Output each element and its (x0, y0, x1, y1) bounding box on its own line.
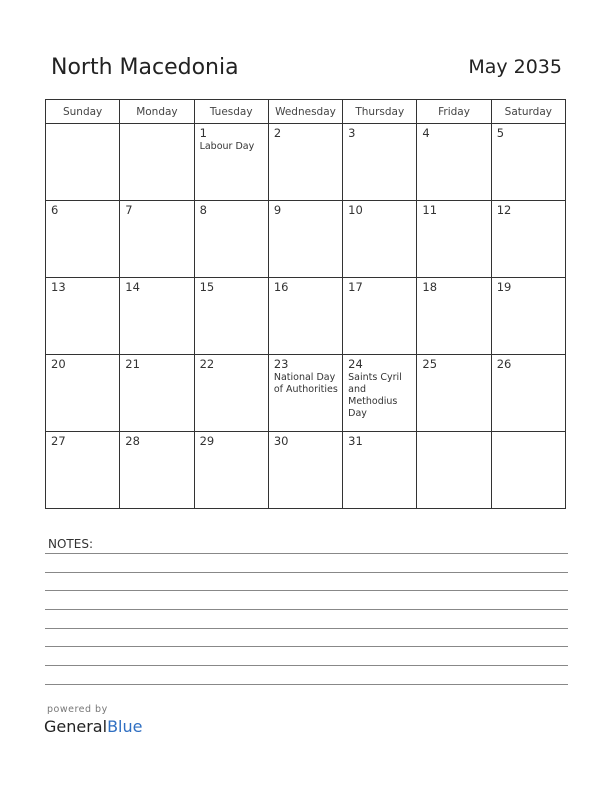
day-cell (46, 201, 120, 278)
day-cell (194, 278, 268, 355)
holiday-label: National Day of Authorities (273, 372, 338, 395)
day-cell (194, 124, 268, 201)
day-cell (417, 278, 491, 355)
day-cell (46, 355, 120, 432)
day-cell (120, 278, 194, 355)
day-number: 18 (422, 280, 438, 294)
day-cell (491, 432, 565, 509)
day-number: 6 (51, 203, 59, 217)
day-number: 10 (348, 203, 363, 217)
day-cell (268, 124, 342, 201)
day-number: 14 (125, 280, 140, 294)
day-cell (417, 432, 491, 509)
country-title: North Macedonia (51, 55, 239, 80)
note-line (45, 665, 568, 666)
week-row (46, 201, 566, 278)
day-number: 21 (125, 357, 140, 371)
day-number: 30 (273, 434, 289, 448)
day-number: 7 (125, 203, 133, 217)
weekday-sunday: Sunday (46, 100, 120, 124)
day-number: 19 (496, 280, 512, 294)
day-number: 26 (496, 357, 512, 371)
day-cell (268, 278, 342, 355)
day-cell (491, 124, 565, 201)
weekday-wednesday: Wednesday (268, 100, 342, 124)
day-number: 12 (496, 203, 512, 217)
day-number: 31 (348, 434, 363, 448)
day-number: 28 (125, 434, 140, 448)
day-cell (120, 201, 194, 278)
weekday-header-row (46, 100, 566, 124)
day-cell (120, 355, 194, 432)
day-number: 27 (51, 434, 66, 448)
day-cell (343, 201, 417, 278)
day-cell (417, 124, 491, 201)
weekday-thursday: Thursday (343, 100, 417, 124)
day-number: 1 (199, 126, 207, 140)
day-cell (491, 355, 565, 432)
day-cell (120, 124, 194, 201)
day-number: 13 (51, 280, 66, 294)
day-number: 24 (348, 357, 363, 371)
day-number: 25 (422, 357, 438, 371)
day-number: 3 (348, 126, 356, 140)
day-number: 2 (273, 126, 282, 140)
generalblue-logo (44, 717, 142, 736)
brand-blue: Blue (107, 717, 143, 736)
day-number: 4 (422, 126, 430, 140)
weekday-saturday: Saturday (491, 100, 565, 124)
week-row (46, 432, 566, 509)
day-number: 5 (496, 126, 505, 140)
day-number: 11 (422, 203, 438, 217)
weekday-friday: Friday (417, 100, 491, 124)
powered-by-text: powered by (47, 704, 108, 715)
note-line (45, 572, 568, 573)
day-number: 16 (273, 280, 289, 294)
day-number: 22 (199, 357, 215, 371)
day-number: 9 (273, 203, 282, 217)
day-cell (268, 432, 342, 509)
note-line (45, 646, 568, 647)
holiday-label: Labour Day (199, 141, 255, 152)
day-cell (343, 432, 417, 509)
day-cell (194, 201, 268, 278)
weekday-tuesday: Tuesday (194, 100, 268, 124)
week-row (46, 278, 566, 355)
day-number: 29 (199, 434, 215, 448)
day-cell (120, 432, 194, 509)
day-cell (417, 201, 491, 278)
month-title: May 2035 (468, 56, 562, 78)
day-cell (491, 278, 565, 355)
weekday-monday: Monday (120, 100, 194, 124)
day-cell (343, 355, 417, 432)
day-cell (343, 278, 417, 355)
day-number: 15 (199, 280, 215, 294)
note-line (45, 609, 568, 610)
day-number: 23 (273, 357, 289, 371)
week-row (46, 355, 566, 432)
note-line (45, 628, 568, 629)
notes-label: NOTES: (48, 537, 93, 551)
day-cell (268, 355, 342, 432)
day-cell (491, 201, 565, 278)
brand-general: General (44, 717, 108, 736)
calendar-grid (45, 99, 566, 509)
week-row (46, 124, 566, 201)
day-number: 20 (51, 357, 66, 371)
day-cell (194, 355, 268, 432)
day-cell (46, 278, 120, 355)
day-cell (46, 124, 120, 201)
note-line (45, 553, 568, 554)
day-number: 17 (348, 280, 363, 294)
note-line (45, 590, 568, 591)
holiday-label: Saints Cyril and Methodius Day (348, 372, 402, 419)
day-number: 8 (199, 203, 207, 217)
day-cell (268, 201, 342, 278)
day-cell (417, 355, 491, 432)
day-cell (46, 432, 120, 509)
day-cell (343, 124, 417, 201)
note-line (45, 684, 568, 685)
day-cell (194, 432, 268, 509)
